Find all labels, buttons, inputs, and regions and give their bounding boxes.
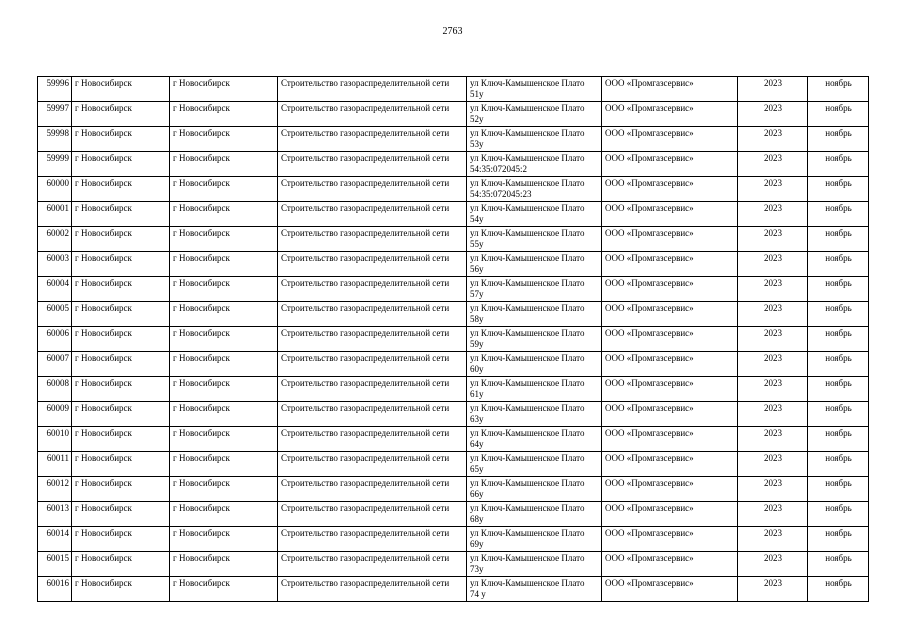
house-number: 64у xyxy=(470,439,484,449)
house-number: 60у xyxy=(470,364,484,374)
month-cell: ноябрь xyxy=(808,202,869,227)
house-number: 73у xyxy=(470,564,484,574)
month-cell: ноябрь xyxy=(808,127,869,152)
municipality-cell: г Новосибирск xyxy=(72,77,170,102)
street-name: ул Ключ-Камышенское Плато xyxy=(470,278,585,288)
contractor-cell: ООО «Промгазсервис» xyxy=(602,277,738,302)
address-cell xyxy=(467,327,602,352)
municipality-cell: г Новосибирск xyxy=(72,252,170,277)
settlement-cell: г Новосибирск xyxy=(170,227,278,252)
year-cell: 2023 xyxy=(738,402,808,427)
address-cell xyxy=(467,152,602,177)
settlement-cell: г Новосибирск xyxy=(170,152,278,177)
table-row xyxy=(38,577,869,602)
address-cell xyxy=(467,377,602,402)
house-number: 51у xyxy=(470,89,484,99)
contractor-cell: ООО «Промгазсервис» xyxy=(602,102,738,127)
settlement-cell: г Новосибирск xyxy=(170,302,278,327)
address-cell xyxy=(467,127,602,152)
month-cell: ноябрь xyxy=(808,327,869,352)
contractor-cell: ООО «Промгазсервис» xyxy=(602,202,738,227)
settlement-cell: г Новосибирск xyxy=(170,452,278,477)
table-row xyxy=(38,427,869,452)
row-number-cell: 60002 xyxy=(38,227,72,252)
month-cell: ноябрь xyxy=(808,277,869,302)
house-number: 52у xyxy=(470,114,484,124)
address-cell xyxy=(467,452,602,477)
register-body xyxy=(38,77,869,602)
month-cell: ноябрь xyxy=(808,527,869,552)
table-row xyxy=(38,352,869,377)
month-cell: ноябрь xyxy=(808,502,869,527)
row-number-cell: 60005 xyxy=(38,302,72,327)
municipality-cell: г Новосибирск xyxy=(72,127,170,152)
year-cell: 2023 xyxy=(738,552,808,577)
street-name: ул Ключ-Камышенское Плато xyxy=(470,528,585,538)
house-number: 66у xyxy=(470,489,484,499)
year-cell: 2023 xyxy=(738,352,808,377)
month-cell: ноябрь xyxy=(808,252,869,277)
table-row xyxy=(38,127,869,152)
contractor-cell: ООО «Промгазсервис» xyxy=(602,552,738,577)
month-cell: ноябрь xyxy=(808,152,869,177)
row-number-cell: 60009 xyxy=(38,402,72,427)
row-number-cell: 60001 xyxy=(38,202,72,227)
municipality-cell: г Новосибирск xyxy=(72,202,170,227)
street-name: ул Ключ-Камышенское Плато xyxy=(470,478,585,488)
year-cell: 2023 xyxy=(738,302,808,327)
row-number-cell: 60012 xyxy=(38,477,72,502)
municipality-cell: г Новосибирск xyxy=(72,177,170,202)
table-row xyxy=(38,327,869,352)
address-cell xyxy=(467,202,602,227)
settlement-cell: г Новосибирск xyxy=(170,477,278,502)
work-type-cell: Строительство газораспределительной сети xyxy=(278,102,467,127)
year-cell: 2023 xyxy=(738,202,808,227)
year-cell: 2023 xyxy=(738,77,808,102)
contractor-cell: ООО «Промгазсервис» xyxy=(602,327,738,352)
street-name: ул Ключ-Камышенское Плато xyxy=(470,553,585,563)
street-name: ул Ключ-Камышенское Плато xyxy=(470,353,585,363)
contractor-cell: ООО «Промгазсервис» xyxy=(602,452,738,477)
house-number: 68у xyxy=(470,514,484,524)
year-cell: 2023 xyxy=(738,152,808,177)
row-number-cell: 60004 xyxy=(38,277,72,302)
street-name: ул Ключ-Камышенское Плато xyxy=(470,128,585,138)
address-cell xyxy=(467,527,602,552)
settlement-cell: г Новосибирск xyxy=(170,352,278,377)
street-name: ул Ключ-Камышенское Плато xyxy=(470,228,585,238)
work-type-cell: Строительство газораспределительной сети xyxy=(278,327,467,352)
month-cell: ноябрь xyxy=(808,552,869,577)
row-number-cell: 60015 xyxy=(38,552,72,577)
settlement-cell: г Новосибирск xyxy=(170,177,278,202)
row-number-cell: 60008 xyxy=(38,377,72,402)
table-row xyxy=(38,452,869,477)
contractor-cell: ООО «Промгазсервис» xyxy=(602,252,738,277)
work-type-cell: Строительство газораспределительной сети xyxy=(278,502,467,527)
contractor-cell: ООО «Промгазсервис» xyxy=(602,527,738,552)
row-number-cell: 59998 xyxy=(38,127,72,152)
contractor-cell: ООО «Промгазсервис» xyxy=(602,402,738,427)
year-cell: 2023 xyxy=(738,177,808,202)
year-cell: 2023 xyxy=(738,377,808,402)
month-cell: ноябрь xyxy=(808,302,869,327)
municipality-cell: г Новосибирск xyxy=(72,427,170,452)
year-cell: 2023 xyxy=(738,577,808,602)
row-number-cell: 60011 xyxy=(38,452,72,477)
work-type-cell: Строительство газораспределительной сети xyxy=(278,252,467,277)
table-row xyxy=(38,252,869,277)
settlement-cell: г Новосибирск xyxy=(170,402,278,427)
house-number: 69у xyxy=(470,539,484,549)
year-cell: 2023 xyxy=(738,127,808,152)
settlement-cell: г Новосибирск xyxy=(170,277,278,302)
row-number-cell: 60003 xyxy=(38,252,72,277)
work-type-cell: Строительство газораспределительной сети xyxy=(278,477,467,502)
house-number: 65у xyxy=(470,464,484,474)
table-row xyxy=(38,227,869,252)
street-name: ул Ключ-Камышенское Плато xyxy=(470,503,585,513)
year-cell: 2023 xyxy=(738,452,808,477)
house-number: 53у xyxy=(470,139,484,149)
municipality-cell: г Новосибирск xyxy=(72,502,170,527)
house-number: 54:35:072045:2 xyxy=(470,164,528,174)
street-name: ул Ключ-Камышенское Плато xyxy=(470,178,585,188)
house-number: 54:35:072045:23 xyxy=(470,189,532,199)
contractor-cell: ООО «Промгазсервис» xyxy=(602,127,738,152)
street-name: ул Ключ-Камышенское Плато xyxy=(470,403,585,413)
house-number: 61у xyxy=(470,389,484,399)
settlement-cell: г Новосибирск xyxy=(170,202,278,227)
year-cell: 2023 xyxy=(738,252,808,277)
municipality-cell: г Новосибирск xyxy=(72,102,170,127)
table-row xyxy=(38,277,869,302)
street-name: ул Ключ-Камышенское Плато xyxy=(470,428,585,438)
house-number: 74 у xyxy=(470,589,486,599)
month-cell: ноябрь xyxy=(808,102,869,127)
row-number-cell: 60006 xyxy=(38,327,72,352)
settlement-cell: г Новосибирск xyxy=(170,427,278,452)
table-row xyxy=(38,152,869,177)
address-cell xyxy=(467,502,602,527)
month-cell: ноябрь xyxy=(808,452,869,477)
municipality-cell: г Новосибирск xyxy=(72,152,170,177)
year-cell: 2023 xyxy=(738,427,808,452)
work-type-cell: Строительство газораспределительной сети xyxy=(278,377,467,402)
house-number: 57у xyxy=(470,289,484,299)
contractor-cell: ООО «Промгазсервис» xyxy=(602,177,738,202)
settlement-cell: г Новосибирск xyxy=(170,577,278,602)
settlement-cell: г Новосибирск xyxy=(170,552,278,577)
municipality-cell: г Новосибирск xyxy=(72,552,170,577)
month-cell: ноябрь xyxy=(808,177,869,202)
row-number-cell: 59997 xyxy=(38,102,72,127)
table-row xyxy=(38,477,869,502)
row-number-cell: 60010 xyxy=(38,427,72,452)
address-cell xyxy=(467,477,602,502)
contractor-cell: ООО «Промгазсервис» xyxy=(602,577,738,602)
table-row xyxy=(38,177,869,202)
house-number: 59у xyxy=(470,339,484,349)
street-name: ул Ключ-Камышенское Плато xyxy=(470,328,585,338)
work-type-cell: Строительство газораспределительной сети xyxy=(278,77,467,102)
table-row xyxy=(38,202,869,227)
table-row xyxy=(38,77,869,102)
work-type-cell: Строительство газораспределительной сети xyxy=(278,427,467,452)
settlement-cell: г Новосибирск xyxy=(170,77,278,102)
contractor-cell: ООО «Промгазсервис» xyxy=(602,352,738,377)
address-cell xyxy=(467,227,602,252)
settlement-cell: г Новосибирск xyxy=(170,327,278,352)
settlement-cell: г Новосибирск xyxy=(170,102,278,127)
work-type-cell: Строительство газораспределительной сети xyxy=(278,452,467,477)
contractor-cell: ООО «Промгазсервис» xyxy=(602,302,738,327)
contractor-cell: ООО «Промгазсервис» xyxy=(602,77,738,102)
month-cell: ноябрь xyxy=(808,77,869,102)
street-name: ул Ключ-Камышенское Плато xyxy=(470,153,585,163)
municipality-cell: г Новосибирск xyxy=(72,452,170,477)
month-cell: ноябрь xyxy=(808,377,869,402)
municipality-cell: г Новосибирск xyxy=(72,352,170,377)
month-cell: ноябрь xyxy=(808,477,869,502)
address-cell xyxy=(467,552,602,577)
table-row xyxy=(38,102,869,127)
municipality-cell: г Новосибирск xyxy=(72,577,170,602)
municipality-cell: г Новосибирск xyxy=(72,227,170,252)
row-number-cell: 60016 xyxy=(38,577,72,602)
work-type-cell: Строительство газораспределительной сети xyxy=(278,552,467,577)
settlement-cell: г Новосибирск xyxy=(170,252,278,277)
street-name: ул Ключ-Камышенское Плато xyxy=(470,303,585,313)
row-number-cell: 60007 xyxy=(38,352,72,377)
year-cell: 2023 xyxy=(738,527,808,552)
table-row xyxy=(38,377,869,402)
year-cell: 2023 xyxy=(738,502,808,527)
work-type-cell: Строительство газораспределительной сети xyxy=(278,127,467,152)
table-row xyxy=(38,402,869,427)
street-name: ул Ключ-Камышенское Плато xyxy=(470,378,585,388)
house-number: 63у xyxy=(470,414,484,424)
year-cell: 2023 xyxy=(738,327,808,352)
street-name: ул Ключ-Камышенское Плато xyxy=(470,253,585,263)
street-name: ул Ключ-Камышенское Плато xyxy=(470,203,585,213)
work-type-cell: Строительство газораспределительной сети xyxy=(278,577,467,602)
contractor-cell: ООО «Промгазсервис» xyxy=(602,477,738,502)
address-cell xyxy=(467,277,602,302)
page-number: 2763 xyxy=(442,26,463,37)
settlement-cell: г Новосибирск xyxy=(170,127,278,152)
row-number-cell: 59999 xyxy=(38,152,72,177)
month-cell: ноябрь xyxy=(808,577,869,602)
row-number-cell: 60014 xyxy=(38,527,72,552)
municipality-cell: г Новосибирск xyxy=(72,327,170,352)
table-row xyxy=(38,502,869,527)
contractor-cell: ООО «Промгазсервис» xyxy=(602,427,738,452)
municipality-cell: г Новосибирск xyxy=(72,302,170,327)
address-cell xyxy=(467,252,602,277)
month-cell: ноябрь xyxy=(808,402,869,427)
year-cell: 2023 xyxy=(738,477,808,502)
municipality-cell: г Новосибирск xyxy=(72,377,170,402)
address-cell xyxy=(467,352,602,377)
address-cell xyxy=(467,577,602,602)
table-row xyxy=(38,527,869,552)
contractor-cell: ООО «Промгазсервис» xyxy=(602,502,738,527)
work-type-cell: Строительство газораспределительной сети xyxy=(278,277,467,302)
register-table xyxy=(37,76,869,602)
municipality-cell: г Новосибирск xyxy=(72,477,170,502)
contractor-cell: ООО «Промгазсервис» xyxy=(602,227,738,252)
settlement-cell: г Новосибирск xyxy=(170,502,278,527)
month-cell: ноябрь xyxy=(808,352,869,377)
month-cell: ноябрь xyxy=(808,427,869,452)
work-type-cell: Строительство газораспределительной сети xyxy=(278,152,467,177)
year-cell: 2023 xyxy=(738,227,808,252)
address-cell xyxy=(467,177,602,202)
street-name: ул Ключ-Камышенское Плато xyxy=(470,78,585,88)
address-cell xyxy=(467,77,602,102)
house-number: 55у xyxy=(470,239,484,249)
work-type-cell: Строительство газораспределительной сети xyxy=(278,177,467,202)
settlement-cell: г Новосибирск xyxy=(170,527,278,552)
settlement-cell: г Новосибирск xyxy=(170,377,278,402)
street-name: ул Ключ-Камышенское Плато xyxy=(470,578,585,588)
municipality-cell: г Новосибирск xyxy=(72,277,170,302)
row-number-cell: 60013 xyxy=(38,502,72,527)
address-cell xyxy=(467,402,602,427)
work-type-cell: Строительство газораспределительной сети xyxy=(278,352,467,377)
municipality-cell: г Новосибирск xyxy=(72,402,170,427)
address-cell xyxy=(467,102,602,127)
work-type-cell: Строительство газораспределительной сети xyxy=(278,202,467,227)
street-name: ул Ключ-Камышенское Плато xyxy=(470,103,585,113)
address-cell xyxy=(467,302,602,327)
house-number: 54у xyxy=(470,214,484,224)
work-type-cell: Строительство газораспределительной сети xyxy=(278,527,467,552)
house-number: 58у xyxy=(470,314,484,324)
month-cell: ноябрь xyxy=(808,227,869,252)
address-cell xyxy=(467,427,602,452)
year-cell: 2023 xyxy=(738,277,808,302)
contractor-cell: ООО «Промгазсервис» xyxy=(602,377,738,402)
work-type-cell: Строительство газораспределительной сети xyxy=(278,302,467,327)
row-number-cell: 60000 xyxy=(38,177,72,202)
work-type-cell: Строительство газораспределительной сети xyxy=(278,227,467,252)
year-cell: 2023 xyxy=(738,102,808,127)
table-row xyxy=(38,552,869,577)
work-type-cell: Строительство газораспределительной сети xyxy=(278,402,467,427)
municipality-cell: г Новосибирск xyxy=(72,527,170,552)
street-name: ул Ключ-Камышенское Плато xyxy=(470,453,585,463)
row-number-cell: 59996 xyxy=(38,77,72,102)
house-number: 56у xyxy=(470,264,484,274)
table-row xyxy=(38,302,869,327)
contractor-cell: ООО «Промгазсервис» xyxy=(602,152,738,177)
